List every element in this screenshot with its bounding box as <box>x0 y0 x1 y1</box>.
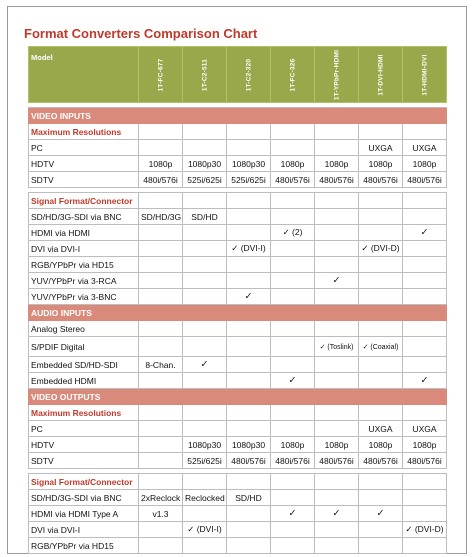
cell-1t-c2-511 <box>183 373 227 389</box>
cell-1t-dvi-hdmi <box>359 357 403 373</box>
empty-cell <box>227 124 271 140</box>
cell-value: UXGA <box>412 142 437 153</box>
empty-cell <box>271 193 315 209</box>
table-row <box>29 453 447 469</box>
cell-1t-c2-320 <box>227 273 271 289</box>
cell-1t-fc-326 <box>271 538 315 554</box>
cell-1t-fc-326 <box>271 172 315 188</box>
empty-cell <box>227 405 271 421</box>
cell-1t-c2-511 <box>183 225 227 241</box>
table-row <box>29 421 447 437</box>
cell-1t-fc-677 <box>139 289 183 305</box>
cell-1t-fc-677 <box>139 538 183 554</box>
cell-1t-c2-511 <box>183 506 227 522</box>
cell-1t-fc-677 <box>139 209 183 225</box>
cell-1t-fc-677 <box>139 257 183 273</box>
check-mark-value: ✓ <box>420 375 429 386</box>
table-row <box>29 209 447 225</box>
empty-cell <box>403 474 447 490</box>
check-mark-value: ✓ <box>200 359 209 370</box>
cell-1t-hdmi-dvi <box>403 490 447 506</box>
table-row <box>29 357 447 373</box>
cell-1t-dvi-hdmi <box>359 241 403 257</box>
row-label: SDTV <box>29 172 139 188</box>
cell-value: 525i/625i <box>187 455 222 466</box>
cell-1t-hdmi-dvi <box>403 225 447 241</box>
empty-cell <box>315 474 359 490</box>
table-row <box>29 241 447 257</box>
cell-value: 1080p <box>280 439 305 450</box>
subsection-title: Maximum Resolutions <box>29 405 139 421</box>
check-mark-value: ✓ <box>244 291 253 302</box>
cell-value: SD/HD/3G <box>141 211 182 222</box>
cell-value: SD/HD <box>191 211 218 222</box>
empty-cell <box>139 474 183 490</box>
row-label: Embedded HDMI <box>29 373 139 389</box>
cell-value: 8-Chan. <box>145 359 176 370</box>
header-row <box>29 47 447 103</box>
cell-1t-hdmi-dvi <box>403 140 447 156</box>
cell-1t-c2-320 <box>227 538 271 554</box>
cell-1t-c2-511 <box>183 209 227 225</box>
cell-1t-c2-511 <box>183 273 227 289</box>
cell-value: 1080p <box>412 158 437 169</box>
cell-1t-dvi-hdmi <box>359 373 403 389</box>
cell-value: 480i/576i <box>275 455 310 466</box>
cell-1t-c2-511 <box>183 538 227 554</box>
cell-value: UXGA <box>368 423 393 434</box>
cell-1t-hdmi-dvi <box>403 289 447 305</box>
page-title: Format Converters Comparison Chart <box>24 26 258 41</box>
cell-1t-ypbpr-hdmi <box>315 437 359 453</box>
table-row <box>29 373 447 389</box>
empty-cell <box>271 124 315 140</box>
cell-1t-fc-677 <box>139 421 183 437</box>
cell-1t-dvi-hdmi <box>359 289 403 305</box>
cell-1t-fc-326 <box>271 225 315 241</box>
cell-value: 1080p <box>324 439 349 450</box>
cell-value: 1080p30 <box>187 439 222 450</box>
cell-1t-fc-326 <box>271 490 315 506</box>
cell-1t-fc-677 <box>139 225 183 241</box>
empty-cell <box>271 474 315 490</box>
cell-value: 1080p30 <box>187 158 222 169</box>
cell-1t-fc-326 <box>271 421 315 437</box>
cell-1t-c2-320 <box>227 321 271 337</box>
empty-cell <box>359 474 403 490</box>
check-mark-value: ✓ <box>288 375 297 386</box>
cell-value: 1080p30 <box>231 439 266 450</box>
row-label: PC <box>29 421 139 437</box>
cell-1t-c2-511 <box>183 453 227 469</box>
table-row <box>29 490 447 506</box>
model-name: 1T-FC-677 <box>157 58 164 91</box>
empty-cell <box>183 193 227 209</box>
row-label: HDTV <box>29 156 139 172</box>
row-label: RGB/YPbPr via HD15 <box>29 257 139 273</box>
model-header-1t-c2-511 <box>183 47 227 103</box>
table-row <box>29 257 447 273</box>
table-row <box>29 156 447 172</box>
empty-cell <box>227 193 271 209</box>
model-name: 1T-DVI-HDMI <box>377 53 384 96</box>
cell-value: 2xReclock <box>141 492 181 503</box>
subsection-signal-format-in <box>29 193 447 209</box>
cell-1t-ypbpr-hdmi <box>315 453 359 469</box>
cell-1t-dvi-hdmi <box>359 337 403 357</box>
cell-1t-hdmi-dvi <box>403 321 447 337</box>
cell-value: 1080p <box>280 158 305 169</box>
cell-1t-hdmi-dvi <box>403 421 447 437</box>
cell-1t-c2-320 <box>227 437 271 453</box>
check-mark-value: ✓ (Toslink) <box>319 344 354 351</box>
cell-value: 1080p30 <box>231 158 266 169</box>
cell-1t-fc-677 <box>139 273 183 289</box>
cell-value: Reclocked <box>185 492 225 503</box>
check-mark-value: ✓ (DVI-I) <box>231 243 266 253</box>
cell-1t-fc-677 <box>139 506 183 522</box>
cell-1t-c2-320 <box>227 140 271 156</box>
empty-cell <box>315 405 359 421</box>
empty-cell <box>271 405 315 421</box>
cell-1t-ypbpr-hdmi <box>315 225 359 241</box>
cell-1t-fc-677 <box>139 172 183 188</box>
cell-value: 480i/576i <box>363 455 398 466</box>
empty-cell <box>315 124 359 140</box>
cell-1t-ypbpr-hdmi <box>315 538 359 554</box>
empty-cell <box>403 193 447 209</box>
cell-1t-ypbpr-hdmi <box>315 490 359 506</box>
cell-1t-hdmi-dvi <box>403 337 447 357</box>
cell-1t-fc-326 <box>271 209 315 225</box>
cell-1t-fc-326 <box>271 453 315 469</box>
row-label: SD/HD/3G-SDI via BNC <box>29 490 139 506</box>
cell-1t-hdmi-dvi <box>403 506 447 522</box>
cell-1t-fc-326 <box>271 357 315 373</box>
cell-value: 1080p <box>368 158 393 169</box>
subsection-title: Maximum Resolutions <box>29 124 139 140</box>
cell-1t-c2-320 <box>227 522 271 538</box>
cell-1t-dvi-hdmi <box>359 506 403 522</box>
check-mark-value: ✓ <box>332 508 341 519</box>
check-mark-value: ✓ (DVI-D) <box>405 524 444 534</box>
cell-1t-c2-320 <box>227 156 271 172</box>
cell-1t-hdmi-dvi <box>403 209 447 225</box>
table-row <box>29 337 447 357</box>
empty-cell <box>315 193 359 209</box>
cell-value: 1080p <box>324 158 349 169</box>
cell-value: UXGA <box>412 423 437 434</box>
model-header-1t-ypbpr-hdmi <box>315 47 359 103</box>
subsection-max-resolutions-in <box>29 124 447 140</box>
check-mark-value: ✓ (DVI-D) <box>361 243 400 253</box>
cell-1t-fc-326 <box>271 289 315 305</box>
cell-1t-c2-511 <box>183 156 227 172</box>
cell-1t-hdmi-dvi <box>403 357 447 373</box>
cell-1t-hdmi-dvi <box>403 522 447 538</box>
row-label: YUV/YPbPr via 3-RCA <box>29 273 139 289</box>
cell-1t-fc-326 <box>271 321 315 337</box>
cell-1t-fc-326 <box>271 257 315 273</box>
cell-1t-ypbpr-hdmi <box>315 522 359 538</box>
subsection-title: Signal Format/Connector <box>29 474 139 490</box>
model-header-1t-dvi-hdmi <box>359 47 403 103</box>
check-mark-value: ✓ <box>288 508 297 519</box>
cell-value: v1.3 <box>152 508 169 519</box>
cell-value: 1080p <box>368 439 393 450</box>
table-row <box>29 538 447 554</box>
cell-1t-fc-677 <box>139 337 183 357</box>
empty-cell <box>139 405 183 421</box>
table-row <box>29 273 447 289</box>
cell-1t-dvi-hdmi <box>359 453 403 469</box>
row-label: S/PDIF Digital <box>29 337 139 357</box>
cell-1t-c2-320 <box>227 172 271 188</box>
cell-1t-hdmi-dvi <box>403 453 447 469</box>
row-label: PC <box>29 140 139 156</box>
cell-1t-ypbpr-hdmi <box>315 273 359 289</box>
cell-1t-fc-326 <box>271 337 315 357</box>
cell-1t-dvi-hdmi <box>359 172 403 188</box>
row-label: SDTV <box>29 453 139 469</box>
check-mark-value: ✓ (DVI-I) <box>187 524 222 534</box>
row-label: DVI via DVI-I <box>29 241 139 257</box>
cell-1t-hdmi-dvi <box>403 257 447 273</box>
empty-cell <box>403 405 447 421</box>
cell-1t-c2-511 <box>183 257 227 273</box>
cell-1t-fc-326 <box>271 373 315 389</box>
cell-1t-c2-511 <box>183 522 227 538</box>
cell-1t-fc-326 <box>271 437 315 453</box>
cell-value: 1080p <box>412 439 437 450</box>
cell-1t-dvi-hdmi <box>359 273 403 289</box>
cell-1t-c2-511 <box>183 289 227 305</box>
model-name: 1T-C2-320 <box>245 58 252 91</box>
cell-1t-c2-511 <box>183 140 227 156</box>
cell-1t-c2-320 <box>227 209 271 225</box>
cell-1t-c2-320 <box>227 373 271 389</box>
cell-1t-c2-320 <box>227 490 271 506</box>
model-header-1t-fc-677 <box>139 47 183 103</box>
comparison-table <box>28 46 447 554</box>
empty-cell <box>359 405 403 421</box>
empty-cell <box>359 124 403 140</box>
row-label: HDMI via HDMI Type A <box>29 506 139 522</box>
cell-value: 480i/576i <box>407 174 442 185</box>
cell-1t-fc-677 <box>139 490 183 506</box>
cell-1t-fc-326 <box>271 506 315 522</box>
cell-1t-c2-511 <box>183 241 227 257</box>
section-title: VIDEO INPUTS <box>29 108 447 124</box>
check-mark-value: ✓ <box>420 227 429 238</box>
cell-1t-ypbpr-hdmi <box>315 357 359 373</box>
cell-1t-dvi-hdmi <box>359 257 403 273</box>
cell-1t-ypbpr-hdmi <box>315 257 359 273</box>
cell-1t-fc-326 <box>271 273 315 289</box>
subsection-max-resolutions-out <box>29 405 447 421</box>
empty-cell <box>359 193 403 209</box>
row-label: SD/HD/3G-SDI via BNC <box>29 209 139 225</box>
cell-1t-ypbpr-hdmi <box>315 289 359 305</box>
model-name: 1T-FC-326 <box>289 58 296 91</box>
cell-1t-fc-677 <box>139 241 183 257</box>
table-row <box>29 225 447 241</box>
cell-1t-fc-326 <box>271 156 315 172</box>
row-label: Embedded SD/HD-SDI <box>29 357 139 373</box>
cell-1t-fc-326 <box>271 140 315 156</box>
cell-value: 480i/576i <box>143 174 178 185</box>
cell-1t-ypbpr-hdmi <box>315 241 359 257</box>
table-row <box>29 321 447 337</box>
empty-cell <box>183 124 227 140</box>
check-mark-value: ✓ <box>332 275 341 286</box>
cell-value: 480i/576i <box>407 455 442 466</box>
cell-1t-c2-511 <box>183 421 227 437</box>
cell-1t-c2-511 <box>183 490 227 506</box>
model-header-1t-hdmi-dvi <box>403 47 447 103</box>
cell-1t-fc-326 <box>271 241 315 257</box>
model-header-1t-fc-326 <box>271 47 315 103</box>
cell-1t-dvi-hdmi <box>359 140 403 156</box>
cell-1t-c2-320 <box>227 289 271 305</box>
cell-value: 480i/576i <box>363 174 398 185</box>
section-title: AUDIO INPUTS <box>29 305 447 321</box>
cell-1t-c2-320 <box>227 225 271 241</box>
cell-value: 480i/576i <box>319 174 354 185</box>
model-name: 1T-HDMI-DVI <box>421 53 428 96</box>
section-title: VIDEO OUTPUTS <box>29 389 447 405</box>
cell-1t-fc-677 <box>139 156 183 172</box>
table-row <box>29 172 447 188</box>
check-mark-value: ✓ (Coaxial) <box>362 344 399 351</box>
cell-1t-fc-677 <box>139 357 183 373</box>
cell-1t-dvi-hdmi <box>359 490 403 506</box>
table-row <box>29 522 447 538</box>
cell-1t-c2-320 <box>227 337 271 357</box>
table-row <box>29 289 447 305</box>
subsection-title: Signal Format/Connector <box>29 193 139 209</box>
cell-1t-ypbpr-hdmi <box>315 373 359 389</box>
section-video-outputs <box>29 389 447 405</box>
cell-1t-c2-320 <box>227 241 271 257</box>
cell-1t-c2-320 <box>227 257 271 273</box>
table-row <box>29 506 447 522</box>
cell-value: 480i/576i <box>275 174 310 185</box>
cell-1t-dvi-hdmi <box>359 225 403 241</box>
check-mark-value: ✓ <box>376 508 385 519</box>
row-label: YUV/YPbPr via 3-BNC <box>29 289 139 305</box>
cell-1t-fc-326 <box>271 522 315 538</box>
row-label: RGB/YPbPr via HD15 <box>29 538 139 554</box>
empty-cell <box>183 405 227 421</box>
cell-value: UXGA <box>368 142 393 153</box>
cell-1t-fc-677 <box>139 140 183 156</box>
cell-1t-fc-677 <box>139 437 183 453</box>
cell-value: 1080p <box>148 158 173 169</box>
empty-cell <box>183 474 227 490</box>
cell-1t-hdmi-dvi <box>403 172 447 188</box>
row-label: HDMI via HDMI <box>29 225 139 241</box>
row-label: DVI via DVI-I <box>29 522 139 538</box>
cell-1t-ypbpr-hdmi <box>315 506 359 522</box>
cell-1t-fc-677 <box>139 373 183 389</box>
section-video-inputs <box>29 108 447 124</box>
cell-value: SD/HD <box>235 492 262 503</box>
cell-value: 480i/576i <box>231 455 266 466</box>
cell-value: 480i/576i <box>319 455 354 466</box>
cell-1t-ypbpr-hdmi <box>315 209 359 225</box>
check-mark-value: ✓ (2) <box>282 227 303 237</box>
cell-1t-ypbpr-hdmi <box>315 421 359 437</box>
table-row <box>29 437 447 453</box>
empty-cell <box>227 474 271 490</box>
cell-1t-dvi-hdmi <box>359 421 403 437</box>
cell-1t-c2-511 <box>183 321 227 337</box>
empty-cell <box>139 124 183 140</box>
cell-1t-dvi-hdmi <box>359 209 403 225</box>
cell-1t-c2-320 <box>227 421 271 437</box>
model-name: 1T-C2-511 <box>201 58 208 91</box>
empty-cell <box>403 124 447 140</box>
model-header-1t-c2-320 <box>227 47 271 103</box>
cell-1t-ypbpr-hdmi <box>315 337 359 357</box>
cell-1t-c2-320 <box>227 506 271 522</box>
cell-1t-hdmi-dvi <box>403 538 447 554</box>
cell-1t-hdmi-dvi <box>403 373 447 389</box>
model-label: Model <box>29 47 139 103</box>
cell-value: 525i/625i <box>187 174 222 185</box>
cell-1t-hdmi-dvi <box>403 437 447 453</box>
cell-1t-ypbpr-hdmi <box>315 140 359 156</box>
cell-1t-c2-511 <box>183 172 227 188</box>
cell-1t-c2-320 <box>227 357 271 373</box>
cell-1t-c2-511 <box>183 437 227 453</box>
row-label: Analog Stereo <box>29 321 139 337</box>
cell-1t-fc-677 <box>139 522 183 538</box>
cell-1t-dvi-hdmi <box>359 437 403 453</box>
row-label: HDTV <box>29 437 139 453</box>
table-row <box>29 140 447 156</box>
cell-1t-dvi-hdmi <box>359 321 403 337</box>
model-name: 1T-YPbPr-HDMI <box>333 49 340 100</box>
cell-1t-c2-320 <box>227 453 271 469</box>
cell-1t-ypbpr-hdmi <box>315 172 359 188</box>
cell-1t-ypbpr-hdmi <box>315 321 359 337</box>
cell-value: 525i/625i <box>231 174 266 185</box>
cell-1t-ypbpr-hdmi <box>315 156 359 172</box>
cell-1t-dvi-hdmi <box>359 538 403 554</box>
empty-cell <box>139 193 183 209</box>
cell-1t-fc-677 <box>139 321 183 337</box>
cell-1t-hdmi-dvi <box>403 273 447 289</box>
cell-1t-fc-677 <box>139 453 183 469</box>
cell-1t-dvi-hdmi <box>359 156 403 172</box>
cell-1t-c2-511 <box>183 357 227 373</box>
section-audio-inputs <box>29 305 447 321</box>
cell-1t-dvi-hdmi <box>359 522 403 538</box>
cell-1t-c2-511 <box>183 337 227 357</box>
cell-1t-hdmi-dvi <box>403 156 447 172</box>
cell-1t-hdmi-dvi <box>403 241 447 257</box>
subsection-signal-format-out <box>29 474 447 490</box>
